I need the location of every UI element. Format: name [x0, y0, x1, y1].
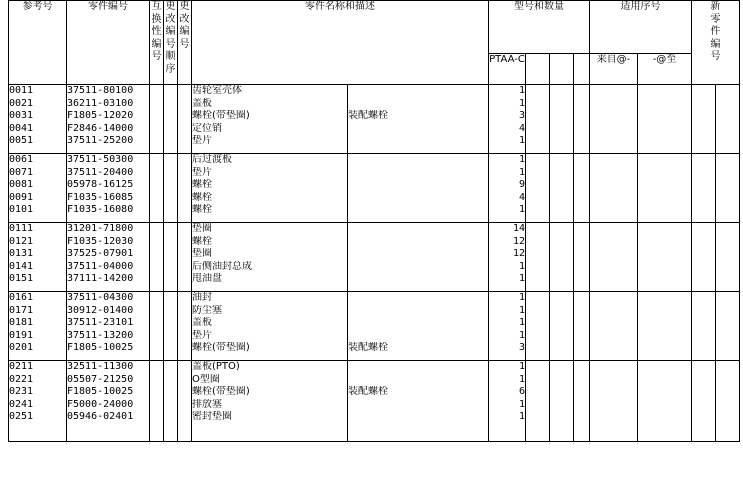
header-model-name: PTAA-C: [489, 54, 526, 85]
group-row-4: [9, 292, 740, 361]
header-serial: 适用序号: [590, 1, 692, 54]
header-serial-from: 来自@-: [590, 54, 638, 85]
name-cell: 齿轮室壳体 盖板 螺栓(带垫圈) 定位销 垫片: [192, 85, 348, 154]
header-model-qty: 型号和数量: [489, 1, 590, 54]
ref-cell: 0011 0021 0031 0041 0051: [9, 85, 67, 154]
ref-cell: 0211 0221 0231 0241 0251: [9, 361, 67, 442]
desc-cell: 装配螺栓: [348, 361, 489, 442]
qty-cell: 1 1 9 4 1: [489, 154, 526, 223]
ref-cell: 0161 0171 0181 0191 0201: [9, 292, 67, 361]
header-change-no: 更改编号: [178, 1, 192, 85]
parts-table: [8, 0, 740, 442]
part-no-cell: 32511-11300 05507-21250 F1805-10025 F5000-24000 05946-02401: [67, 361, 150, 442]
desc-cell: 装配螺栓: [348, 85, 489, 154]
header-ref-no: 参考号: [9, 1, 67, 85]
name-cell: 后过渡板 垫片 螺栓 螺栓 螺栓: [192, 154, 348, 223]
name-cell: 油封 防尘塞 盖板 垫片 螺栓(带垫圈): [192, 292, 348, 361]
desc-cell: [348, 223, 489, 292]
group-row-1: [9, 85, 740, 154]
group-row-2: [9, 154, 740, 223]
header-part-no: 零件编号: [67, 1, 150, 85]
header-model-col4: [574, 54, 590, 85]
qty-cell: 1 1 3 4 1: [489, 85, 526, 154]
group-row-3: [9, 223, 740, 292]
header-change-order: 更改编号顺序: [164, 1, 178, 85]
ref-cell: 0061 0071 0081 0091 0101: [9, 154, 67, 223]
header-new-part-no: 新零件编号: [692, 1, 740, 85]
header-model-col3: [550, 54, 574, 85]
header-interchange-no: 互换性编号: [150, 1, 164, 85]
group-row-5: [9, 361, 740, 442]
part-no-cell: 37511-50300 37511-20400 05978-16125 F1035-16085 F1035-16080: [67, 154, 150, 223]
qty-cell: 1 1 6 1 1: [489, 361, 526, 442]
desc-cell: [348, 154, 489, 223]
name-cell: 垫圈 螺栓 垫圈 后侧油封总成 甩油盘: [192, 223, 348, 292]
part-no-cell: 37511-80100 36211-03100 F1805-12020 F2846-14000 37511-25200: [67, 85, 150, 154]
header-name-desc: 零件名称和描述: [192, 1, 489, 85]
header-model-col2: [526, 54, 550, 85]
header-serial-to: -@至: [638, 54, 692, 85]
part-no-cell: 37511-04300 30912-01400 37511-23101 37511-13200 F1805-10025: [67, 292, 150, 361]
name-cell: 盖板(PTO) O型圈 螺栓(带垫圈) 排放塞 密封垫圈: [192, 361, 348, 442]
desc-cell: 装配螺栓: [348, 292, 489, 361]
ref-cell: 0111 0121 0131 0141 0151: [9, 223, 67, 292]
part-no-cell: 31201-71800 F1035-12030 37525-07901 37511-04000 37111-14200: [67, 223, 150, 292]
qty-cell: 1 1 1 1 3: [489, 292, 526, 361]
qty-cell: 14 12 12 1 1: [489, 223, 526, 292]
